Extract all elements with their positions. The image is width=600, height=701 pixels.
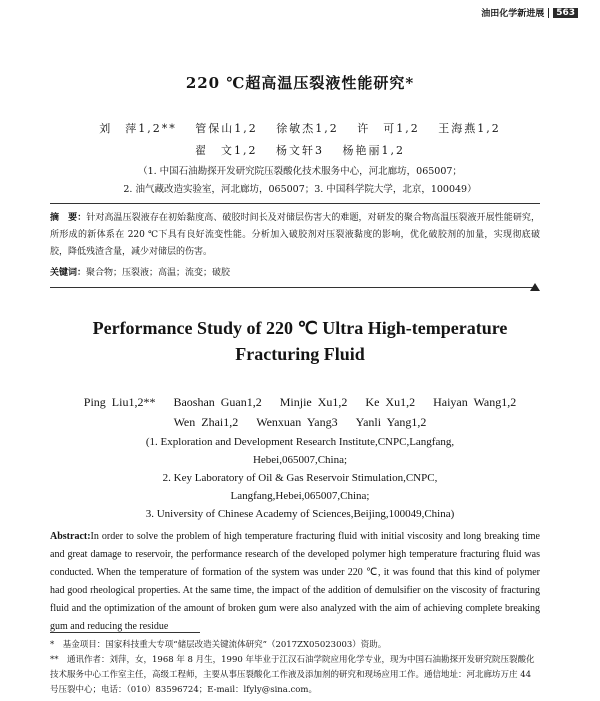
chinese-abstract-label: 摘 要：: [50, 213, 87, 223]
english-title-line-2: Fracturing Fluid: [235, 344, 365, 364]
english-affiliations: [0, 433, 600, 523]
chinese-authors: [0, 118, 600, 162]
english-affiliation-line-5: 3. University of Chinese Academy of Sciences,Beijing,100049,China): [145, 508, 455, 520]
chinese-authors-line-1: 刘 萍1,2** 管保山1,2 徐敏杰1,2 许 可1,2 王海燕1,2: [99, 122, 501, 135]
chinese-affiliations: [0, 163, 600, 199]
english-title: [0, 315, 600, 367]
triangle-marker-icon: [530, 283, 540, 291]
chinese-abstract-text: 针对高温压裂液存在初始黏度高、破胶时间长及对储层伤害大的难题，对研发的聚合物高温压裂液开展性能研究，所形成的新体系在 220 ℃下具有良好流变性能。分析加入破胶剂对压裂液黏度的影响，优化破胶剂的加量，实现彻底破胶，降低残渣含量，减少对储层的伤害。: [50, 213, 540, 257]
chinese-abstract: [50, 210, 540, 261]
footnote-author: ** 通讯作者：刘萍，女，1968 年 8 月生，1990 年毕业于江汉石油学院应用化学专业，现为中国石油勘探开发研究院压裂酸化技术服务中心工作室主任，高级工程师，主要从事压裂酸化工作液及添加剂的研究和现场应用工作。通信地址：河北廊坊万庄 44 号压裂中心；电话：（010）83596724；E-mail：lfyly@sina.com。: [50, 655, 535, 695]
abstract-top-rule: [50, 203, 540, 204]
english-affiliation-line-1: (1. Exploration and Development Research Institute,CNPC,Langfang,: [145, 436, 455, 448]
page-number: 563: [553, 8, 578, 18]
english-abstract: [50, 528, 540, 636]
chinese-keywords-label: 关键词：: [50, 268, 87, 278]
english-affiliation-line-3: 2. Key Laboratory of Oil & Gas Reservoir Stimulation,CNPC,: [162, 472, 438, 484]
english-authors-line-2: Wen Zhai1,2 Wenxuan Yang3 Yanli Yang1,2: [173, 415, 427, 429]
chinese-affiliation-line-2: 2. 油气藏改造实验室，河北廊坊，065007；3. 中国科学院大学，北京，100049）: [123, 184, 477, 195]
footnote-funding: * 基金项目：国家科技重大专项“储层改造关键流体研究”（2017ZX05023003）资助。: [50, 640, 387, 650]
footnotes: [50, 638, 540, 698]
english-title-line-1: Performance Study of 220 ℃ Ultra High-temperature: [92, 318, 508, 338]
english-affiliation-line-4: Langfang,Hebei,065007,China;: [230, 490, 370, 502]
chinese-keywords: [50, 265, 540, 281]
chinese-title: 220 ℃超高温压裂液性能研究*: [185, 74, 415, 92]
english-affiliation-line-2: Hebei,065007,China;: [252, 454, 348, 466]
english-authors-line-1: Ping Liu1,2** Baoshan Guan1,2 Minjie Xu1,2 Ke Xu1,2 Haiyan Wang1,2: [83, 395, 517, 409]
english-abstract-label: Abstract:: [50, 531, 91, 542]
english-abstract-text: In order to solve the problem of high temperature fracturing fluid with initial viscosity and long breaking time and great damage to reservoir, the performance research of the developed polymer high temperature fracturing fluid was conducted. When the temperature of formation of the system was under 220 ℃, it was found that this kind of polymer had good rheological properties. At the same time, the impact of the addition of demulsifier on the viscosity of fracturing fluid and the optimization of the amount of broken gum were also analyzed with the aim of achieving complete breaking gum and reducing the residue: [50, 531, 540, 632]
header-divider: [548, 8, 549, 18]
running-header: [481, 6, 578, 19]
chinese-keywords-text: 聚合物；压裂液；高温；流变；破胶: [86, 268, 231, 278]
english-authors: [0, 392, 600, 432]
chinese-affiliation-line-1: （1. 中国石油勘探开发研究院压裂酸化技术服务中心，河北廊坊，065007；: [138, 166, 462, 177]
chinese-authors-line-2: 翟 文1,2 杨文轩3 杨艳丽1,2: [195, 144, 405, 157]
abstract-bottom-rule: [50, 287, 536, 288]
journal-name: 油田化学新进展: [481, 9, 545, 19]
footnote-rule: [50, 632, 200, 633]
